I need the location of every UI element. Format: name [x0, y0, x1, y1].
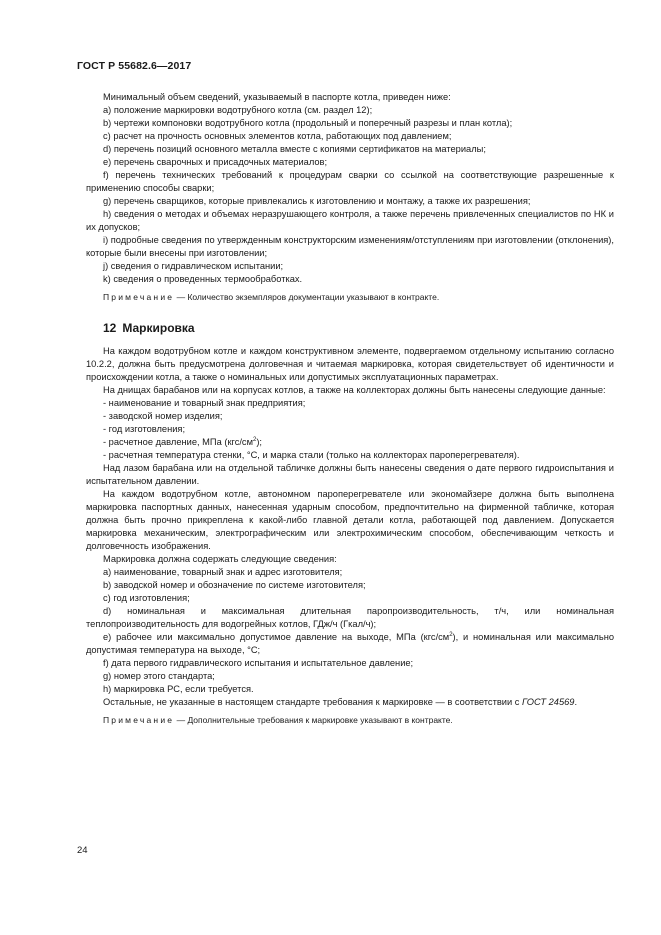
data-item-year: - год изготовления;: [103, 424, 186, 434]
marking-paragraph-1: На каждом водотрубном котле и каждом конструктивном элементе, подвергаемом отдельному испытанию согласно 10.2.2, должна быть предусмотрена долговечная и читаемая маркировка, которая свидетельствует об идентичности и происхождении котла, а также о номинальных или допустимых эксплуатационных параметрах.: [86, 346, 614, 382]
marking-paragraph-6: Остальные, не указанные в настоящем стандарте требования к маркировке — в соответствии с ГОСТ 24569.: [103, 697, 578, 707]
marking-item-a: а) наименование, товарный знак и адрес изготовителя;: [103, 567, 343, 577]
passport-note: [86, 291, 614, 304]
passport-intro: Минимальный объем сведений, указываемый в паспорте котла, приведен ниже:: [103, 92, 451, 102]
page-number: 24: [77, 845, 88, 856]
note-text: — Количество экземпляров документации указывают в контракте.: [176, 292, 440, 302]
marking-paragraph-4: На каждом водотрубном котле, автономном пароперегревателе или экономайзере должна быть выполнена маркировка паспортных данных, нанесенная ударным способом, предпочтительно на фирменной табличке, которая должна быть прочно прикреплена к какой-либо главной детали котла, работающей под давлением. Допускается маркировка механическим, электрографическим или электрохимическим способом, обеспечивающим четкость и долговечность изображения.: [86, 489, 614, 551]
marking-paragraph-2: На днищах барабанов или на корпусах котлов, а также на коллекторах должны быть нанесены следующие данные:: [103, 385, 606, 395]
passport-item-h: h) сведения о методах и объемах неразрушающего контроля, а также перечень привлеченных специалистов по НК и их допусков;: [86, 209, 614, 232]
passport-item-i: i) подробные сведения по утвержденным конструкторским изменениям/отступлениям при изготовлении (отклонения), которые были внесены при изготовлении;: [86, 235, 614, 258]
marking-item-b: b) заводской номер и обозначение по системе изготовителя;: [103, 580, 366, 590]
passport-item-f: f) перечень технических требований к процедурам сварки со ссылкой на соответствующие разрешенные к применению способы сварки;: [86, 170, 614, 193]
marking-note: [86, 714, 614, 727]
passport-item-c: с) расчет на прочность основных элементов котла, работающих под давлением;: [103, 131, 452, 141]
marking-item-e: е) рабочее или максимально допустимое давление на выходе, МПа $(кгс/см^2)$, и номинальная или максимально допустимая температура на выходе, °С;: [86, 632, 615, 655]
data-item-serial: - заводской номер изделия;: [103, 411, 223, 421]
section-title: Маркировка: [122, 321, 195, 335]
marking-paragraph-5: Маркировка должна содержать следующие сведения:: [103, 554, 337, 564]
standard-reference: ГОСТ 24569: [521, 697, 575, 707]
note-text: — Дополнительные требования к маркировке указывают в контракте.: [176, 715, 453, 725]
marking-item-c: с) год изготовления;: [103, 593, 190, 603]
data-item-pressure: - расчетное давление, МПа $(кгс/см^2)$;: [103, 437, 262, 447]
passport-item-j: j) сведения о гидравлическом испытании;: [103, 261, 284, 271]
passport-item-b: b) чертежи компоновки водотрубного котла (продольный и поперечный разрезы и план котла);: [103, 118, 513, 128]
passport-item-g: g) перечень сварщиков, которые привлекались к изготовлению и монтажу, а также их разрешения;: [103, 196, 531, 206]
document-body: [86, 91, 614, 727]
marking-item-g: g) номер этого стандарта;: [103, 671, 215, 681]
passport-item-a: а) положение маркировки водотрубного котла (см. раздел 12);: [103, 105, 373, 115]
section-heading: [103, 322, 614, 335]
note-label: Примечание: [103, 715, 175, 725]
marking-item-d: d) номинальная и максимальная длительная паропроизводительность, т/ч, или номинальная теплопроизводительность для водогрейных котлов, ГДж/ч (Гкал/ч);: [86, 606, 614, 629]
passport-item-e: е) перечень сварочных и присадочных материалов;: [103, 157, 328, 167]
data-item-temperature: - расчетная температура стенки, °С, и марка стали (только на коллекторах пароперегревателя).: [103, 450, 520, 460]
note-label: Примечание: [103, 292, 175, 302]
marking-item-h: h) маркировка РС, если требуется.: [103, 684, 254, 694]
marking-paragraph-3: Над лазом барабана или на отдельной табличке должны быть нанесены сведения о дате первого гидроиспытания и испытательном давлении.: [86, 463, 614, 486]
marking-item-f: f) дата первого гидравлического испытания и испытательное давление;: [103, 658, 414, 668]
passport-item-d: d) перечень позиций основного металла вместе с копиями сертификатов на материалы;: [103, 144, 486, 154]
document-header: ГОСТ Р 55682.6—2017: [77, 60, 192, 72]
passport-item-k: k) сведения о проведенных термообработках.: [103, 274, 303, 284]
section-number: 12: [103, 321, 117, 335]
data-item-name: - наименование и товарный знак предприятия;: [103, 398, 306, 408]
